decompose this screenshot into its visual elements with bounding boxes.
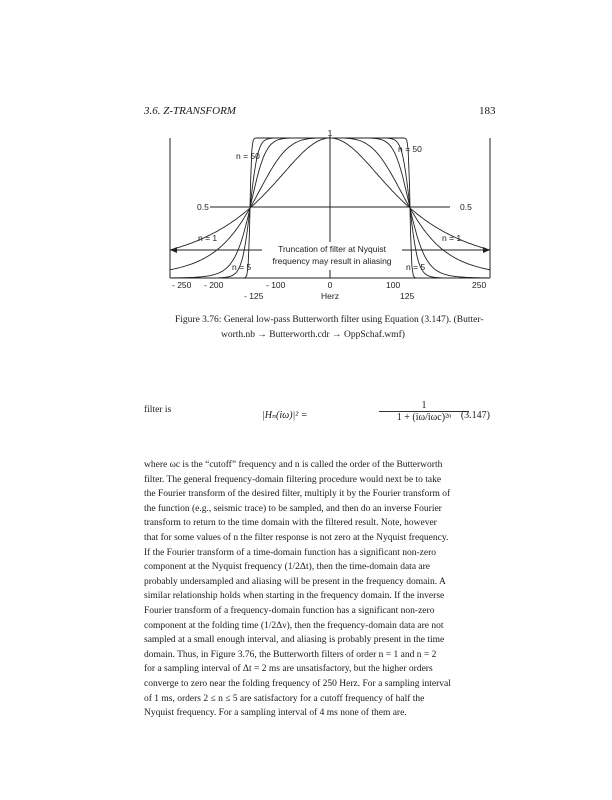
- paragraph-line: probably undersampled and aliasing will be present in the frequency domain. A: [144, 576, 446, 587]
- paragraph-line: domain. Thus, in Figure 3.76, the Butterworth filters of order n = 1 and n = 2: [144, 649, 437, 660]
- right-arrowhead: [483, 247, 490, 253]
- n1-left-label: n = 1: [198, 233, 218, 243]
- equation-number: (3.147): [460, 410, 490, 421]
- intro-text: filter is: [144, 405, 172, 415]
- annotation-line1: Truncation of filter at Nyquist: [278, 244, 386, 254]
- body-paragraph: [144, 458, 496, 721]
- n50-left-label: n = 50: [236, 151, 260, 161]
- paragraph-line: where ωc is the “cutoff” frequency and n is called the order of the Butterworth: [144, 460, 443, 470]
- paragraph-line: filter. The general frequency-domain filtering procedure would next be to take: [144, 474, 442, 485]
- n5-left-label: n = 5: [232, 262, 252, 272]
- tick-minus200: - 200: [204, 280, 224, 290]
- tick-minus100: - 100: [266, 280, 286, 290]
- x-axis-label: Herz: [321, 291, 339, 301]
- figure-caption: [175, 313, 497, 343]
- page-number: 183: [479, 105, 496, 117]
- left-arrowhead: [170, 247, 177, 253]
- tick-100: 100: [386, 280, 401, 290]
- paragraph-line: the Fourier transform of the desired filter, multiply it by the Fourier transform of: [144, 489, 451, 500]
- annotation-line2: frequency may result in aliasing: [272, 256, 392, 266]
- paragraph-line: If the Fourier transform of a time-domain function has a significant non-zero: [144, 547, 437, 558]
- tick-125: 125: [400, 291, 415, 301]
- paragraph-line: the function (e.g., seismic trace) to be sampled, and then do an inverse Fourier: [144, 503, 442, 514]
- paragraph-line: transform to return to the time domain with the filtered result. Note, however: [144, 518, 437, 529]
- butterworth-figure: [160, 128, 500, 306]
- paragraph-line: sampled at a small enough interval, and aliasing is probably present in the time: [144, 635, 445, 646]
- caption-line2: worth.nb → Butterworth.cdr → OppSchaf.wmf): [221, 330, 405, 340]
- paragraph-line: Fourier transform of a frequency-domain function has a significant non-zero: [144, 605, 435, 616]
- n5-right-label: n = 5: [406, 262, 426, 272]
- paragraph-line: similar relationship holds when starting in the frequency domain. If the inverse: [144, 591, 445, 602]
- paragraph-line: converge to zero near the folding frequency of 250 Herz. For a sampling interval: [144, 678, 451, 689]
- tick-minus250: - 250: [172, 280, 192, 290]
- tick-250: 250: [472, 280, 487, 290]
- equation-numerator: 1: [379, 400, 469, 412]
- equation-lhs: |Hₙ(iω)|² =: [262, 410, 308, 421]
- paragraph-line: of 1 ms, orders 2 ≤ n ≤ 5 are satisfactory for a cutoff frequency of half the: [144, 693, 425, 704]
- equation-3-147: [144, 400, 496, 440]
- caption-line1: Figure 3.76: General low-pass Butterworth filter using Equation (3.147). (Butter-: [175, 315, 484, 325]
- paragraph-line: component at the folding time (1/2Δν), then the frequency-domain data are not: [144, 620, 444, 631]
- running-header: 3.6. Z-TRANSFORM: [144, 105, 236, 117]
- paragraph-line: for a sampling interval of Δt = 2 ms are unsatisfactory, but the higher orders: [144, 664, 433, 675]
- half-right-label: 0.5: [460, 202, 472, 212]
- paragraph-line: component at the Nyquist frequency (1/2Δt), then the time-domain data are: [144, 562, 431, 573]
- equation-fraction: [379, 400, 469, 423]
- n50-right-label: n = 50: [398, 144, 422, 154]
- paragraph-line: Nyquist frequency. For a sampling interval of 4 ms none of them are.: [144, 708, 407, 719]
- half-left-label: 0.5: [197, 202, 209, 212]
- peak-label: 1: [327, 128, 333, 138]
- equation-denominator: 1 + (iω/iωc)²ⁿ: [396, 412, 452, 423]
- tick-zero: 0: [327, 280, 333, 290]
- n1-right-label: n = 1: [442, 233, 462, 243]
- paragraph-line: that for some values of n the filter response is not zero at the Nyquist frequency.: [144, 532, 449, 543]
- tick-minus125: - 125: [244, 291, 264, 301]
